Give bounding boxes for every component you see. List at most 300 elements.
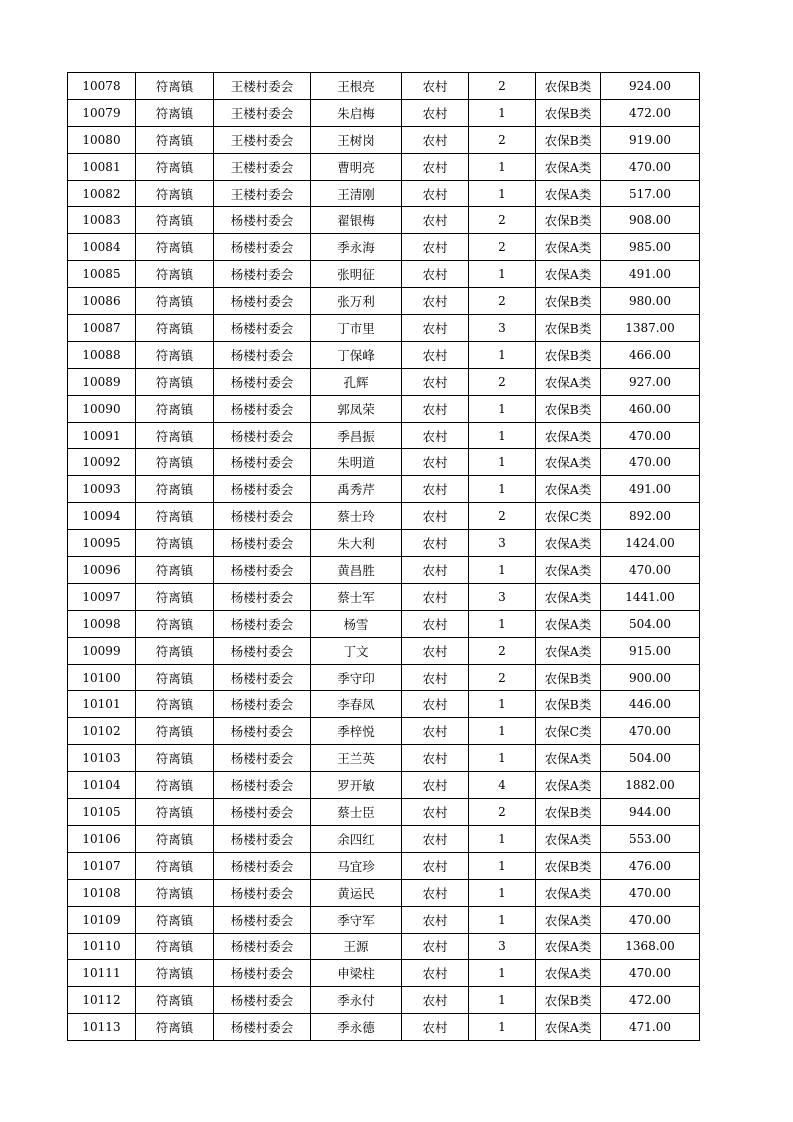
area-type-cell: 农村 [402, 126, 469, 153]
table-row [68, 422, 700, 449]
record-id-cell: 10091 [68, 422, 136, 449]
village-committee-cell: 杨楼村委会 [214, 852, 311, 879]
amount-cell: 470.00 [601, 879, 700, 906]
record-id-cell: 10081 [68, 153, 136, 180]
category-cell: 农保A类 [536, 879, 601, 906]
record-id-cell: 10106 [68, 825, 136, 852]
category-cell: 农保A类 [536, 153, 601, 180]
area-type-cell: 农村 [402, 449, 469, 476]
household-size-cell: 1 [469, 718, 536, 745]
area-type-cell: 农村 [402, 261, 469, 288]
household-size-cell: 1 [469, 960, 536, 987]
category-cell: 农保A类 [536, 422, 601, 449]
area-type-cell: 农村 [402, 288, 469, 315]
town-cell: 符离镇 [136, 583, 214, 610]
area-type-cell: 农村 [402, 99, 469, 126]
village-committee-cell: 杨楼村委会 [214, 772, 311, 799]
category-cell: 农保A类 [536, 610, 601, 637]
area-type-cell: 农村 [402, 933, 469, 960]
table-row [68, 691, 700, 718]
table-row [68, 906, 700, 933]
town-cell: 符离镇 [136, 449, 214, 476]
category-cell: 农保A类 [536, 449, 601, 476]
amount-cell: 900.00 [601, 664, 700, 691]
village-committee-cell: 杨楼村委会 [214, 368, 311, 395]
area-type-cell: 农村 [402, 530, 469, 557]
name-cell: 张明征 [311, 261, 402, 288]
amount-cell: 504.00 [601, 610, 700, 637]
name-cell: 季昌振 [311, 422, 402, 449]
table-row [68, 207, 700, 234]
record-id-cell: 10087 [68, 315, 136, 342]
record-id-cell: 10105 [68, 799, 136, 826]
town-cell: 符离镇 [136, 288, 214, 315]
village-committee-cell: 杨楼村委会 [214, 449, 311, 476]
category-cell: 农保B类 [536, 126, 601, 153]
record-id-cell: 10092 [68, 449, 136, 476]
record-id-cell: 10097 [68, 583, 136, 610]
category-cell: 农保A类 [536, 933, 601, 960]
category-cell: 农保A类 [536, 745, 601, 772]
village-committee-cell: 杨楼村委会 [214, 503, 311, 530]
area-type-cell: 农村 [402, 422, 469, 449]
record-id-cell: 10080 [68, 126, 136, 153]
area-type-cell: 农村 [402, 180, 469, 207]
name-cell: 季永德 [311, 1014, 402, 1041]
amount-cell: 1368.00 [601, 933, 700, 960]
name-cell: 季守印 [311, 664, 402, 691]
table-row [68, 153, 700, 180]
name-cell: 季永付 [311, 987, 402, 1014]
town-cell: 符离镇 [136, 234, 214, 261]
amount-cell: 460.00 [601, 395, 700, 422]
area-type-cell: 农村 [402, 879, 469, 906]
household-size-cell: 2 [469, 207, 536, 234]
household-size-cell: 1 [469, 825, 536, 852]
record-id-cell: 10107 [68, 852, 136, 879]
town-cell: 符离镇 [136, 852, 214, 879]
category-cell: 农保B类 [536, 288, 601, 315]
name-cell: 李春凤 [311, 691, 402, 718]
amount-cell: 1387.00 [601, 315, 700, 342]
record-id-cell: 10082 [68, 180, 136, 207]
village-committee-cell: 杨楼村委会 [214, 825, 311, 852]
amount-cell: 476.00 [601, 852, 700, 879]
table-row [68, 987, 700, 1014]
category-cell: 农保B类 [536, 341, 601, 368]
amount-cell: 470.00 [601, 557, 700, 584]
record-id-cell: 10109 [68, 906, 136, 933]
amount-cell: 517.00 [601, 180, 700, 207]
area-type-cell: 农村 [402, 637, 469, 664]
name-cell: 余四红 [311, 825, 402, 852]
name-cell: 王兰英 [311, 745, 402, 772]
amount-cell: 466.00 [601, 341, 700, 368]
town-cell: 符离镇 [136, 987, 214, 1014]
category-cell: 农保B类 [536, 664, 601, 691]
area-type-cell: 农村 [402, 610, 469, 637]
amount-cell: 915.00 [601, 637, 700, 664]
town-cell: 符离镇 [136, 341, 214, 368]
table-row [68, 960, 700, 987]
category-cell: 农保C类 [536, 503, 601, 530]
household-size-cell: 3 [469, 933, 536, 960]
area-type-cell: 农村 [402, 772, 469, 799]
table-row [68, 530, 700, 557]
name-cell: 朱启梅 [311, 99, 402, 126]
household-size-cell: 1 [469, 879, 536, 906]
village-committee-cell: 杨楼村委会 [214, 583, 311, 610]
town-cell: 符离镇 [136, 664, 214, 691]
category-cell: 农保A类 [536, 234, 601, 261]
town-cell: 符离镇 [136, 745, 214, 772]
table-row [68, 664, 700, 691]
amount-cell: 1882.00 [601, 772, 700, 799]
table-row [68, 825, 700, 852]
household-size-cell: 1 [469, 987, 536, 1014]
area-type-cell: 农村 [402, 73, 469, 100]
table-row [68, 799, 700, 826]
table-row [68, 368, 700, 395]
category-cell: 农保B类 [536, 315, 601, 342]
name-cell: 王根亮 [311, 73, 402, 100]
table-row [68, 718, 700, 745]
town-cell: 符离镇 [136, 207, 214, 234]
town-cell: 符离镇 [136, 180, 214, 207]
table-row [68, 745, 700, 772]
village-committee-cell: 杨楼村委会 [214, 987, 311, 1014]
category-cell: 农保A类 [536, 772, 601, 799]
record-id-cell: 10113 [68, 1014, 136, 1041]
household-size-cell: 1 [469, 341, 536, 368]
record-id-cell: 10102 [68, 718, 136, 745]
village-committee-cell: 王楼村委会 [214, 180, 311, 207]
village-committee-cell: 杨楼村委会 [214, 288, 311, 315]
table-row [68, 583, 700, 610]
town-cell: 符离镇 [136, 1014, 214, 1041]
name-cell: 季梓悦 [311, 718, 402, 745]
village-committee-cell: 杨楼村委会 [214, 637, 311, 664]
household-size-cell: 1 [469, 1014, 536, 1041]
household-size-cell: 1 [469, 745, 536, 772]
household-size-cell: 1 [469, 449, 536, 476]
town-cell: 符离镇 [136, 395, 214, 422]
table-row [68, 852, 700, 879]
category-cell: 农保A类 [536, 530, 601, 557]
name-cell: 杨雪 [311, 610, 402, 637]
table-row [68, 99, 700, 126]
record-id-cell: 10100 [68, 664, 136, 691]
household-size-cell: 1 [469, 153, 536, 180]
amount-cell: 470.00 [601, 422, 700, 449]
area-type-cell: 农村 [402, 825, 469, 852]
category-cell: 农保A类 [536, 637, 601, 664]
village-committee-cell: 杨楼村委会 [214, 1014, 311, 1041]
amount-cell: 908.00 [601, 207, 700, 234]
table-row [68, 315, 700, 342]
town-cell: 符离镇 [136, 73, 214, 100]
area-type-cell: 农村 [402, 691, 469, 718]
name-cell: 郭凤荣 [311, 395, 402, 422]
household-size-cell: 1 [469, 99, 536, 126]
amount-cell: 927.00 [601, 368, 700, 395]
household-size-cell: 2 [469, 126, 536, 153]
household-size-cell: 1 [469, 906, 536, 933]
amount-cell: 491.00 [601, 261, 700, 288]
area-type-cell: 农村 [402, 906, 469, 933]
category-cell: 农保B类 [536, 852, 601, 879]
table-row [68, 503, 700, 530]
amount-cell: 1424.00 [601, 530, 700, 557]
household-size-cell: 2 [469, 664, 536, 691]
amount-cell: 472.00 [601, 987, 700, 1014]
amount-cell: 985.00 [601, 234, 700, 261]
town-cell: 符离镇 [136, 153, 214, 180]
village-committee-cell: 杨楼村委会 [214, 718, 311, 745]
household-size-cell: 2 [469, 234, 536, 261]
town-cell: 符离镇 [136, 718, 214, 745]
amount-cell: 944.00 [601, 799, 700, 826]
name-cell: 朱大利 [311, 530, 402, 557]
amount-cell: 980.00 [601, 288, 700, 315]
town-cell: 符离镇 [136, 261, 214, 288]
town-cell: 符离镇 [136, 825, 214, 852]
town-cell: 符离镇 [136, 960, 214, 987]
household-size-cell: 2 [469, 799, 536, 826]
household-size-cell: 1 [469, 395, 536, 422]
category-cell: 农保A类 [536, 476, 601, 503]
category-cell: 农保A类 [536, 960, 601, 987]
table-row [68, 261, 700, 288]
area-type-cell: 农村 [402, 583, 469, 610]
household-size-cell: 3 [469, 530, 536, 557]
amount-cell: 919.00 [601, 126, 700, 153]
table-row [68, 341, 700, 368]
table-row [68, 476, 700, 503]
category-cell: 农保B类 [536, 73, 601, 100]
name-cell: 禹秀芹 [311, 476, 402, 503]
name-cell: 蔡士军 [311, 583, 402, 610]
village-committee-cell: 杨楼村委会 [214, 664, 311, 691]
area-type-cell: 农村 [402, 368, 469, 395]
table-row [68, 73, 700, 100]
category-cell: 农保A类 [536, 1014, 601, 1041]
record-id-cell: 10098 [68, 610, 136, 637]
village-committee-cell: 杨楼村委会 [214, 261, 311, 288]
amount-cell: 470.00 [601, 960, 700, 987]
category-cell: 农保A类 [536, 180, 601, 207]
record-id-cell: 10078 [68, 73, 136, 100]
household-size-cell: 3 [469, 315, 536, 342]
category-cell: 农保A类 [536, 368, 601, 395]
village-committee-cell: 杨楼村委会 [214, 933, 311, 960]
record-id-cell: 10095 [68, 530, 136, 557]
area-type-cell: 农村 [402, 315, 469, 342]
relief-roster-table [67, 72, 700, 1041]
village-committee-cell: 杨楼村委会 [214, 610, 311, 637]
village-committee-cell: 杨楼村委会 [214, 341, 311, 368]
town-cell: 符离镇 [136, 610, 214, 637]
town-cell: 符离镇 [136, 637, 214, 664]
town-cell: 符离镇 [136, 691, 214, 718]
record-id-cell: 10093 [68, 476, 136, 503]
village-committee-cell: 杨楼村委会 [214, 799, 311, 826]
town-cell: 符离镇 [136, 99, 214, 126]
town-cell: 符离镇 [136, 422, 214, 449]
category-cell: 农保B类 [536, 799, 601, 826]
household-size-cell: 2 [469, 503, 536, 530]
household-size-cell: 2 [469, 637, 536, 664]
household-size-cell: 2 [469, 73, 536, 100]
household-size-cell: 1 [469, 610, 536, 637]
category-cell: 农保C类 [536, 718, 601, 745]
name-cell: 曹明亮 [311, 153, 402, 180]
household-size-cell: 1 [469, 691, 536, 718]
category-cell: 农保B类 [536, 987, 601, 1014]
village-committee-cell: 杨楼村委会 [214, 422, 311, 449]
record-id-cell: 10085 [68, 261, 136, 288]
record-id-cell: 10099 [68, 637, 136, 664]
household-size-cell: 1 [469, 476, 536, 503]
record-id-cell: 10094 [68, 503, 136, 530]
name-cell: 申梁柱 [311, 960, 402, 987]
record-id-cell: 10103 [68, 745, 136, 772]
amount-cell: 553.00 [601, 825, 700, 852]
village-committee-cell: 王楼村委会 [214, 99, 311, 126]
area-type-cell: 农村 [402, 852, 469, 879]
village-committee-cell: 杨楼村委会 [214, 476, 311, 503]
name-cell: 丁文 [311, 637, 402, 664]
category-cell: 农保A类 [536, 261, 601, 288]
name-cell: 马宜珍 [311, 852, 402, 879]
household-size-cell: 2 [469, 288, 536, 315]
record-id-cell: 10096 [68, 557, 136, 584]
amount-cell: 470.00 [601, 906, 700, 933]
village-committee-cell: 杨楼村委会 [214, 234, 311, 261]
household-size-cell: 1 [469, 261, 536, 288]
table-body [68, 73, 700, 1041]
village-committee-cell: 杨楼村委会 [214, 691, 311, 718]
name-cell: 黄昌胜 [311, 557, 402, 584]
amount-cell: 504.00 [601, 745, 700, 772]
town-cell: 符离镇 [136, 503, 214, 530]
village-committee-cell: 王楼村委会 [214, 73, 311, 100]
area-type-cell: 农村 [402, 745, 469, 772]
area-type-cell: 农村 [402, 557, 469, 584]
area-type-cell: 农村 [402, 718, 469, 745]
record-id-cell: 10079 [68, 99, 136, 126]
area-type-cell: 农村 [402, 341, 469, 368]
town-cell: 符离镇 [136, 368, 214, 395]
record-id-cell: 10089 [68, 368, 136, 395]
table-row [68, 772, 700, 799]
household-size-cell: 3 [469, 583, 536, 610]
area-type-cell: 农村 [402, 153, 469, 180]
area-type-cell: 农村 [402, 1014, 469, 1041]
amount-cell: 472.00 [601, 99, 700, 126]
amount-cell: 446.00 [601, 691, 700, 718]
category-cell: 农保A类 [536, 583, 601, 610]
record-id-cell: 10110 [68, 933, 136, 960]
name-cell: 孔辉 [311, 368, 402, 395]
category-cell: 农保B类 [536, 207, 601, 234]
record-id-cell: 10083 [68, 207, 136, 234]
area-type-cell: 农村 [402, 395, 469, 422]
name-cell: 丁保峰 [311, 341, 402, 368]
table-row [68, 395, 700, 422]
area-type-cell: 农村 [402, 503, 469, 530]
name-cell: 蔡士玲 [311, 503, 402, 530]
record-id-cell: 10086 [68, 288, 136, 315]
town-cell: 符离镇 [136, 879, 214, 906]
amount-cell: 470.00 [601, 153, 700, 180]
village-committee-cell: 杨楼村委会 [214, 395, 311, 422]
town-cell: 符离镇 [136, 799, 214, 826]
table-row [68, 879, 700, 906]
amount-cell: 470.00 [601, 449, 700, 476]
name-cell: 朱明道 [311, 449, 402, 476]
area-type-cell: 农村 [402, 987, 469, 1014]
category-cell: 农保A类 [536, 557, 601, 584]
record-id-cell: 10088 [68, 341, 136, 368]
household-size-cell: 1 [469, 180, 536, 207]
village-committee-cell: 杨楼村委会 [214, 906, 311, 933]
village-committee-cell: 杨楼村委会 [214, 557, 311, 584]
area-type-cell: 农村 [402, 664, 469, 691]
area-type-cell: 农村 [402, 960, 469, 987]
name-cell: 张万利 [311, 288, 402, 315]
record-id-cell: 10090 [68, 395, 136, 422]
household-size-cell: 1 [469, 557, 536, 584]
category-cell: 农保A类 [536, 906, 601, 933]
table-row [68, 449, 700, 476]
name-cell: 罗开敏 [311, 772, 402, 799]
town-cell: 符离镇 [136, 476, 214, 503]
record-id-cell: 10111 [68, 960, 136, 987]
town-cell: 符离镇 [136, 126, 214, 153]
household-size-cell: 4 [469, 772, 536, 799]
town-cell: 符离镇 [136, 315, 214, 342]
village-committee-cell: 王楼村委会 [214, 153, 311, 180]
village-committee-cell: 杨楼村委会 [214, 745, 311, 772]
table-row [68, 557, 700, 584]
town-cell: 符离镇 [136, 933, 214, 960]
village-committee-cell: 王楼村委会 [214, 126, 311, 153]
household-size-cell: 2 [469, 368, 536, 395]
name-cell: 蔡士臣 [311, 799, 402, 826]
town-cell: 符离镇 [136, 530, 214, 557]
table-row [68, 180, 700, 207]
category-cell: 农保B类 [536, 99, 601, 126]
town-cell: 符离镇 [136, 557, 214, 584]
amount-cell: 470.00 [601, 718, 700, 745]
table-row [68, 1014, 700, 1041]
table-row [68, 610, 700, 637]
household-size-cell: 1 [469, 422, 536, 449]
record-id-cell: 10104 [68, 772, 136, 799]
name-cell: 王清刚 [311, 180, 402, 207]
record-id-cell: 10101 [68, 691, 136, 718]
record-id-cell: 10112 [68, 987, 136, 1014]
town-cell: 符离镇 [136, 906, 214, 933]
area-type-cell: 农村 [402, 207, 469, 234]
category-cell: 农保A类 [536, 825, 601, 852]
table-row [68, 288, 700, 315]
amount-cell: 491.00 [601, 476, 700, 503]
village-committee-cell: 杨楼村委会 [214, 207, 311, 234]
table-row [68, 933, 700, 960]
name-cell: 季守军 [311, 906, 402, 933]
